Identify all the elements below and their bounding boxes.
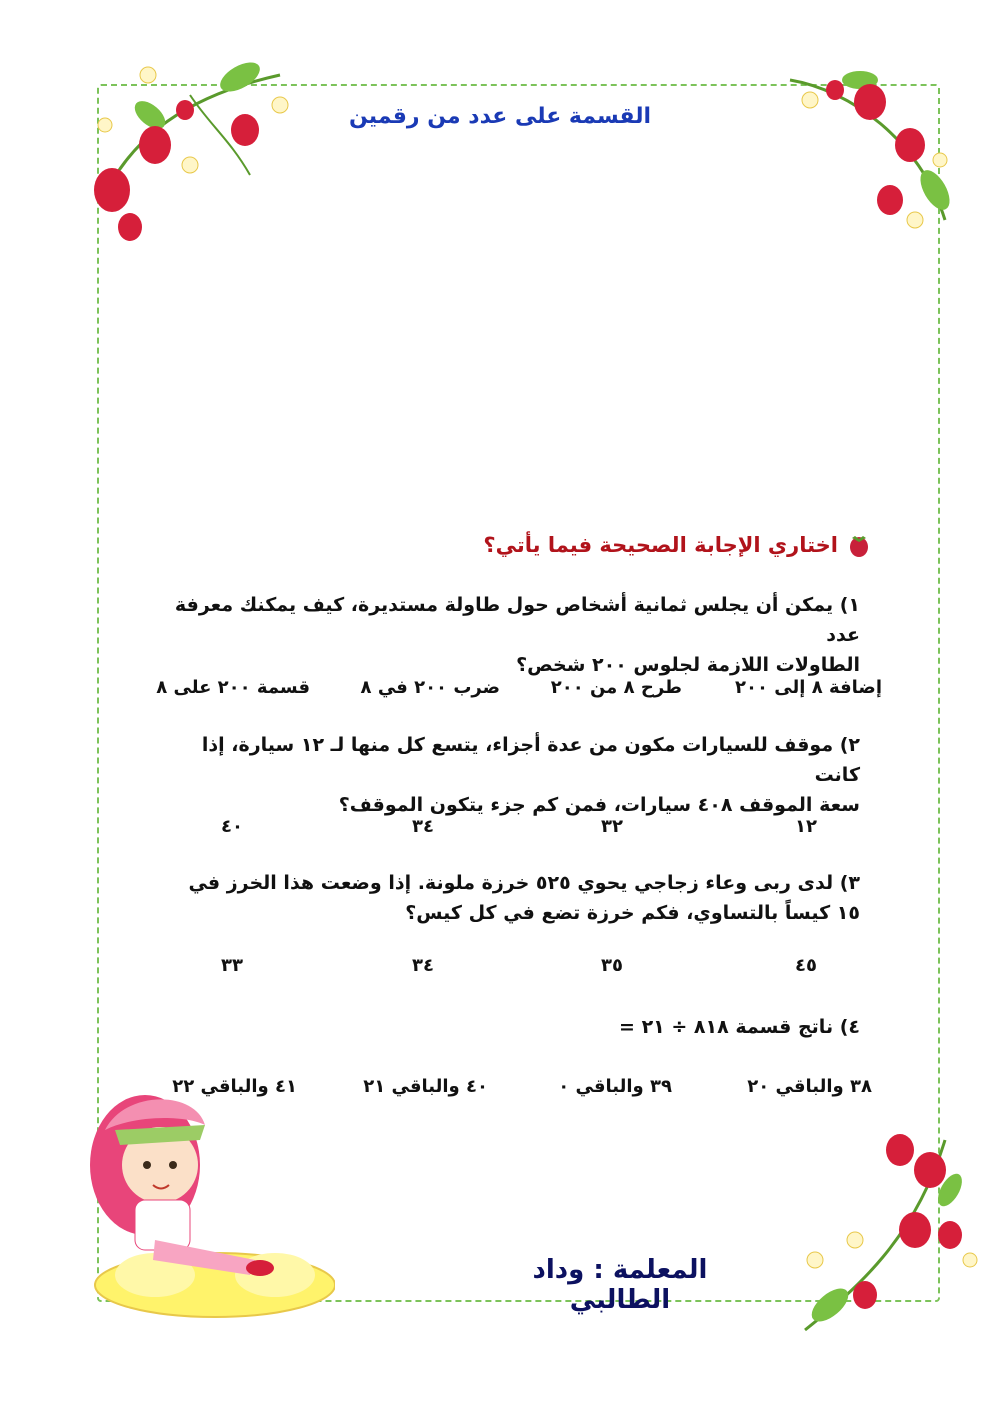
instruction-text: اختاري الإجابة الصحيحة فيما يأتي؟ <box>483 533 838 557</box>
option-1a[interactable]: إضافة ٨ إلى ٢٠٠ <box>735 677 882 698</box>
option-4b[interactable]: ٣٩ والباقي ٠ <box>558 1076 672 1097</box>
option-4a[interactable]: ٣٨ والباقي ٢٠ <box>747 1076 872 1097</box>
option-3b[interactable]: ٣٥ <box>601 955 623 976</box>
option-2c[interactable]: ٣٤ <box>412 816 434 837</box>
question-4 <box>160 1012 860 1042</box>
teacher-label: المعلمة <box>612 1255 708 1285</box>
instruction-heading <box>483 533 870 557</box>
option-3a[interactable]: ٤٥ <box>795 955 817 976</box>
option-1c[interactable]: ضرب ٢٠٠ في ٨ <box>360 677 500 698</box>
option-2d[interactable]: ٤٠ <box>221 816 243 837</box>
teacher-name: وداد الطالبي <box>532 1255 671 1315</box>
strawberry-vine-top-right <box>770 60 970 240</box>
strawberry-vine-top-left <box>80 55 300 245</box>
teacher-signature <box>490 1255 750 1315</box>
option-2a[interactable]: ١٢ <box>795 816 817 837</box>
question-2 <box>160 730 860 820</box>
question-1-line-1: ١) يمكن أن يجلس ثمانية أشخاص حول طاولة مستديرة، كيف يمكنك معرفة عدد <box>174 594 860 646</box>
strawberry-vine-bottom-right <box>775 1120 985 1350</box>
strawberry-girl-illustration <box>65 1090 335 1330</box>
option-1b[interactable]: طرح ٨ من ٢٠٠ <box>550 677 682 698</box>
strawberry-bullet-icon <box>848 533 870 557</box>
option-2b[interactable]: ٣٢ <box>601 816 623 837</box>
question-2-line-1: ٢) موقف للسيارات مكون من عدة أجزاء، يتسع كل منها لـ ١٢ سيارة، إذا كانت <box>201 734 860 786</box>
option-4d[interactable]: ٤١ والباقي ٢٢ <box>172 1076 297 1097</box>
question-1 <box>160 590 860 680</box>
teacher-separator: : <box>593 1255 604 1285</box>
option-1d[interactable]: قسمة ٢٠٠ على ٨ <box>156 677 310 698</box>
question-1-line-2: الطاولات اللازمة لجلوس ٢٠٠ شخص؟ <box>516 654 860 676</box>
option-4c[interactable]: ٤٠ والباقي ٢١ <box>363 1076 488 1097</box>
option-3c[interactable]: ٣٤ <box>412 955 434 976</box>
option-3d[interactable]: ٣٣ <box>221 955 243 976</box>
question-4-line-1: ٤) ناتج قسمة ٨١٨ ÷ ٢١ = <box>619 1016 860 1038</box>
question-3-line-2: ١٥ كيساً بالتساوي، فكم خرزة تضع في كل كيس؟ <box>405 902 860 924</box>
page-title: القسمة على عدد من رقمين <box>348 104 652 129</box>
question-2-line-2: سعة الموقف ٤٠٨ سيارات، فمن كم جزء يتكون الموقف؟ <box>338 794 860 816</box>
question-3-line-1: ٣) لدى ربى وعاء زجاجي يحوي ٥٢٥ خرزة ملونة. إذا وضعت هذا الخرز في <box>188 872 860 894</box>
question-3 <box>160 868 860 928</box>
